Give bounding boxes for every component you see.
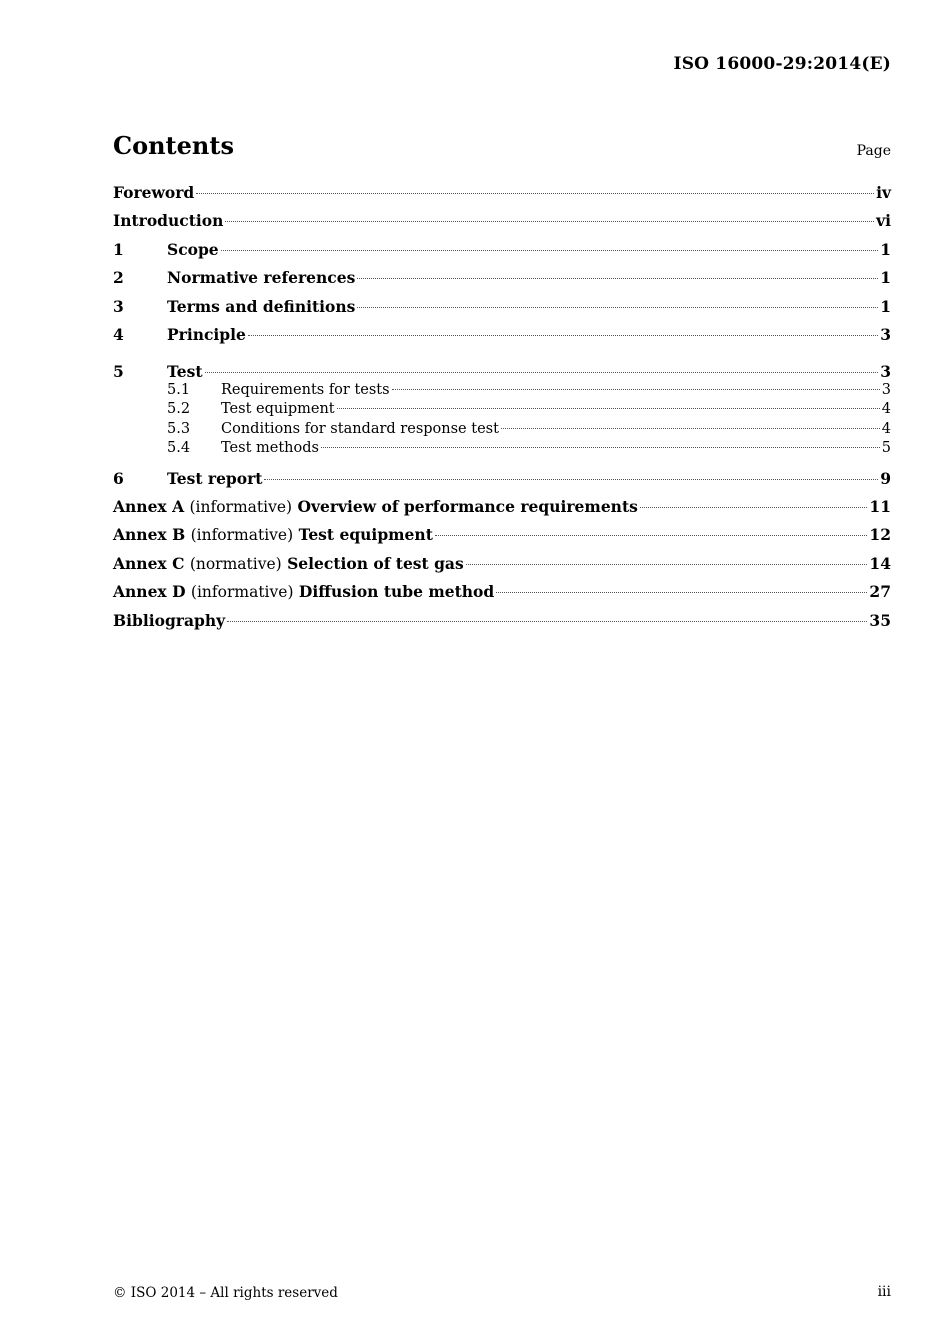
toc-entry-page: 4 <box>881 401 891 418</box>
toc-entry-bibliography[interactable] <box>113 611 891 639</box>
toc-entry-number: 5.4 <box>167 440 191 457</box>
toc-entry-title <box>113 554 464 573</box>
toc-subentry-test-methods[interactable] <box>113 440 891 460</box>
toc-entry-number: 1 <box>113 239 124 259</box>
toc-subentry-requirements-for-tests[interactable] <box>113 382 891 402</box>
dot-leader <box>640 507 868 508</box>
toc-entry-page: 5 <box>881 440 891 457</box>
toc-entry-foreword[interactable] <box>113 183 891 211</box>
annex-title: Selection of test gas <box>287 553 464 573</box>
toc-entry-page: 9 <box>880 468 891 488</box>
toc-entry-scope[interactable] <box>113 240 891 268</box>
dot-leader <box>466 564 868 565</box>
toc-entry-introduction[interactable] <box>113 211 891 239</box>
annex-title: Test equipment <box>298 525 433 545</box>
toc-entry-title: Foreword <box>113 183 195 202</box>
dot-leader <box>221 250 879 251</box>
footer-page-number: iii <box>877 1284 891 1300</box>
toc-annex-d[interactable] <box>113 582 891 610</box>
toc-entry-page: 1 <box>880 296 891 316</box>
toc-entry-page: 3 <box>881 381 891 398</box>
contents-title: Contents <box>113 131 234 160</box>
toc-entry-normative-references[interactable] <box>113 268 891 296</box>
toc-subentry-conditions-for-standard-response-test[interactable] <box>113 421 891 441</box>
toc-entry-number: 5.3 <box>167 420 191 437</box>
dot-leader <box>227 621 867 622</box>
annex-type: (informative) <box>190 583 294 602</box>
toc-entry-title <box>113 525 433 544</box>
toc-entry-title: Requirements for tests <box>221 381 390 398</box>
toc-entry-title: Test report <box>167 468 263 488</box>
dot-leader <box>501 428 880 429</box>
toc-entry-title: Normative references <box>167 268 356 288</box>
toc-entry-title: Test equipment <box>221 401 335 418</box>
toc-entry-number: 5 <box>113 362 124 382</box>
toc-entry-page: 1 <box>880 239 891 259</box>
toc-entry-page: 27 <box>869 582 891 602</box>
toc-entry-test-report[interactable] <box>113 469 891 497</box>
toc-entry-page: iv <box>876 183 891 202</box>
footer-copyright: © ISO 2014 – All rights reserved <box>113 1285 338 1301</box>
toc-entry-number: 3 <box>113 296 124 316</box>
annex-title: Diffusion tube method <box>298 582 495 602</box>
toc-entry-number: 2 <box>113 268 124 288</box>
dot-leader <box>357 307 878 308</box>
toc-entry-page: 3 <box>880 324 891 344</box>
toc-entry-page: 12 <box>869 525 891 545</box>
toc-subentry-test-equipment[interactable] <box>113 401 891 421</box>
toc-entry-title: Test methods <box>221 440 319 457</box>
toc-entry-title: Scope <box>167 239 219 259</box>
toc-entry-title: Principle <box>167 324 246 344</box>
dot-leader <box>496 592 867 593</box>
dot-leader <box>337 408 880 409</box>
toc-entry-page: 11 <box>869 497 891 517</box>
dot-leader <box>225 221 874 222</box>
page-column-label: Page <box>856 143 891 159</box>
dot-leader <box>357 278 878 279</box>
dot-leader <box>205 372 879 373</box>
annex-type: (informative) <box>189 498 293 517</box>
dot-leader <box>264 479 878 480</box>
toc-entry-page: vi <box>876 211 891 231</box>
toc-entry-title: Introduction <box>113 211 224 231</box>
toc-entry-number: 6 <box>113 468 124 488</box>
toc-entry-principle[interactable] <box>113 325 891 353</box>
table-of-contents <box>113 183 891 639</box>
annex-type: (informative) <box>190 526 294 545</box>
toc-entry-page: 1 <box>880 268 891 288</box>
toc-entry-title: Terms and definitions <box>167 296 356 316</box>
annex-label: Annex D <box>113 582 186 602</box>
toc-entry-page: 35 <box>869 610 891 630</box>
toc-entry-test[interactable] <box>113 362 891 382</box>
annex-label: Annex C <box>113 553 185 573</box>
annex-title: Overview of performance requirements <box>297 497 638 517</box>
toc-entry-number: 5.2 <box>167 401 191 418</box>
toc-entry-page: 3 <box>880 362 891 382</box>
dot-leader <box>196 193 874 194</box>
toc-entry-title <box>113 497 638 516</box>
toc-entry-page: 14 <box>869 553 891 573</box>
annex-type: (normative) <box>189 554 282 573</box>
dot-leader <box>392 389 880 390</box>
toc-entry-title <box>113 582 494 601</box>
toc-entry-terms-and-definitions[interactable] <box>113 297 891 325</box>
dot-leader <box>435 535 868 536</box>
toc-entry-page: 4 <box>881 420 891 437</box>
toc-entry-title: Bibliography <box>113 610 226 630</box>
toc-annex-b[interactable] <box>113 525 891 553</box>
document-id: ISO 16000-29:2014(E) <box>673 54 891 74</box>
toc-entry-title: Test <box>167 362 203 382</box>
annex-label: Annex A <box>113 497 185 517</box>
toc-annex-c[interactable] <box>113 554 891 582</box>
annex-label: Annex B <box>113 525 186 545</box>
toc-annex-a[interactable] <box>113 497 891 525</box>
dot-leader <box>248 335 878 336</box>
toc-entry-title: Conditions for standard response test <box>221 420 499 437</box>
dot-leader <box>321 447 880 448</box>
toc-entry-number: 5.1 <box>167 381 191 398</box>
toc-entry-number: 4 <box>113 324 124 344</box>
